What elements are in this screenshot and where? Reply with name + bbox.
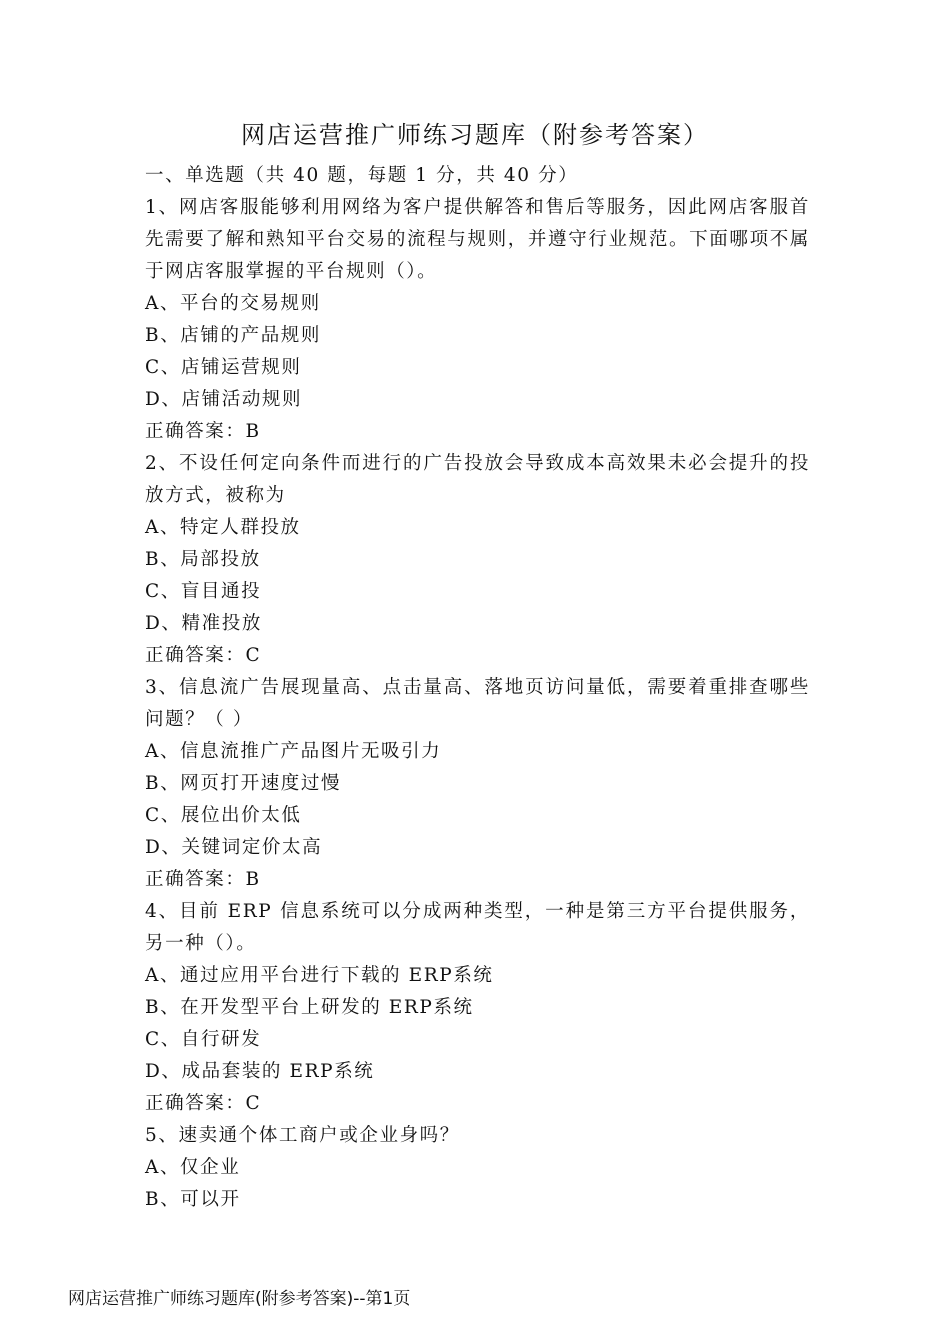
option-b: B、局部投放 — [145, 549, 261, 570]
question-5 — [145, 1120, 810, 1216]
answer: 正确答案：C — [145, 645, 262, 666]
question-text: 1、网店客服能够利用网络为客户提供解答和售后等服务，因此网店客服首先需要了解和熟知平台交易的流程与规则，并遵守行业规范。下面哪项不属于网店客服掌握的平台规则（）。 — [145, 197, 810, 282]
answer: 正确答案：B — [145, 421, 261, 442]
question-4 — [145, 896, 810, 1120]
option-d: D、成品套装的 ERP系统 — [145, 1061, 375, 1082]
option-c: C、展位出价太低 — [145, 805, 302, 826]
answer: 正确答案：C — [145, 1093, 262, 1114]
document-body — [145, 160, 810, 1216]
option-d: D、精准投放 — [145, 613, 262, 634]
option-b: B、网页打开速度过慢 — [145, 773, 342, 794]
option-d: D、关键词定价太高 — [145, 837, 323, 858]
answer: 正确答案：B — [145, 869, 261, 890]
question-1 — [145, 192, 810, 448]
option-a: A、仅企业 — [145, 1157, 241, 1178]
option-c: C、店铺运营规则 — [145, 357, 302, 378]
option-b: B、店铺的产品规则 — [145, 325, 321, 346]
option-a: A、信息流推广产品图片无吸引力 — [145, 741, 442, 762]
question-text: 3、信息流广告展现量高、点击量高、落地页访问量低，需要着重排查哪些问题？（ ） — [145, 677, 810, 730]
option-a: A、通过应用平台进行下载的 ERP系统 — [145, 965, 494, 986]
option-d: D、店铺活动规则 — [145, 389, 303, 410]
page-footer: 网店运营推广师练习题库(附参考答案)--第1页 — [68, 1289, 411, 1309]
question-text: 2、不设任何定向条件而进行的广告投放会导致成本高效果未必会提升的投放方式，被称为 — [145, 453, 810, 506]
question-text: 5、速卖通个体工商户或企业身吗？ — [145, 1125, 460, 1146]
document-title: 网店运营推广师练习题库（附参考答案） — [241, 121, 709, 149]
question-text: 4、目前 ERP 信息系统可以分成两种类型，一种是第三方平台提供服务，另一种（）。 — [145, 901, 810, 954]
question-3 — [145, 672, 810, 896]
option-a: A、平台的交易规则 — [145, 293, 321, 314]
option-c: C、盲目通投 — [145, 581, 262, 602]
question-2 — [145, 448, 810, 672]
section-heading: 一、单选题（共 40 题，每题 1 分，共 40 分） — [145, 165, 579, 186]
option-b: B、在开发型平台上研发的 ERP系统 — [145, 997, 474, 1018]
option-b: B、可以开 — [145, 1189, 241, 1210]
option-c: C、自行研发 — [145, 1029, 262, 1050]
option-a: A、特定人群投放 — [145, 517, 301, 538]
